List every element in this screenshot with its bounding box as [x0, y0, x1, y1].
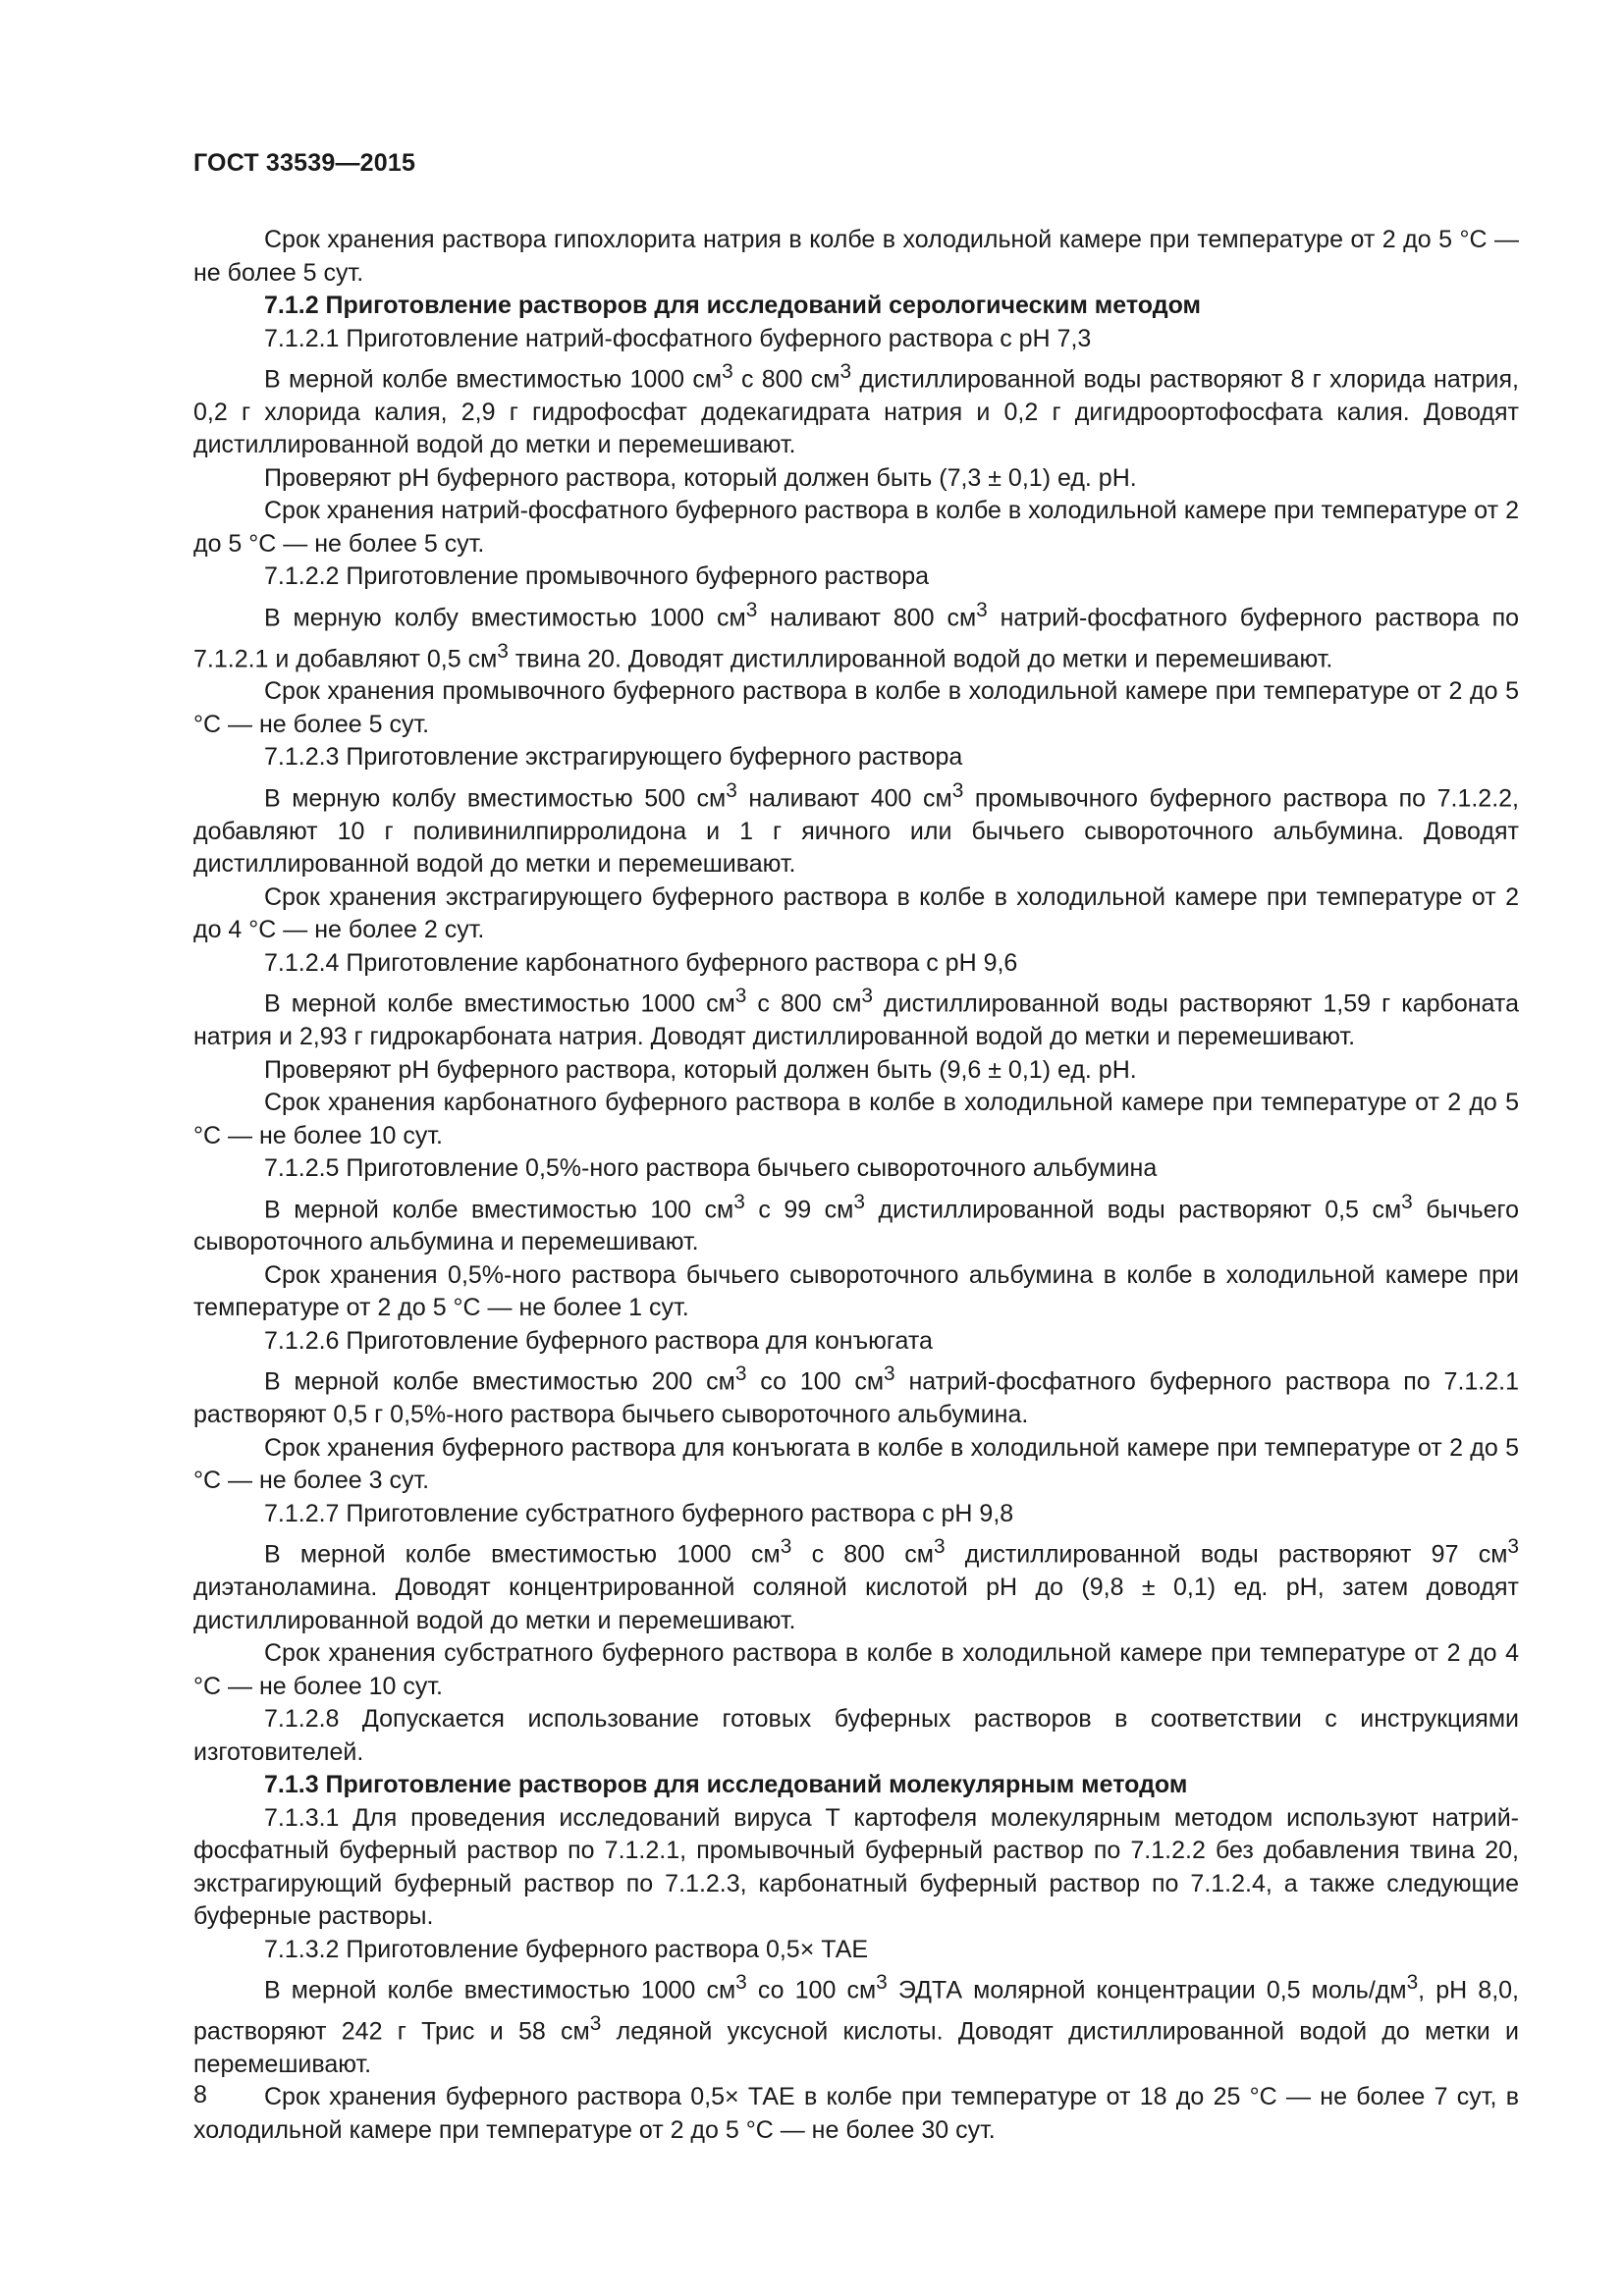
paragraph: 7.1.2.2 Приготовление промывочного буферного раствора — [264, 562, 930, 591]
paragraph: 7.1.2.4 Приготовление карбонатного буферного раствора с pH 9,6 — [264, 948, 1018, 977]
paragraph: 7.1.2.8 Допускается использование готовых буферных растворов в соответствии с инструкциями изготовителей. — [193, 1705, 1519, 1766]
paragraph: Срок хранения карбонатного буферного раствора в колбе в холодильной камере при температуре от 2 до 5 °С — не более 10 сут. — [193, 1089, 1519, 1149]
paragraph: 7.1.2.7 Приготовление субстратного буферного раствора с pH 9,8 — [264, 1499, 1014, 1527]
superscript: 3 — [497, 639, 509, 663]
paragraph: Срок хранения промывочного буферного раствора в колбе в холодильной камере при температуре от 2 до 5 °С — не более 5 сут. — [193, 677, 1519, 738]
superscript: 3 — [734, 1362, 747, 1386]
superscript: 3 — [839, 360, 852, 383]
paragraph: 7.1.2.5 Приготовление 0,5%-ного раствора бычьего сывороточного альбумина — [264, 1154, 1158, 1183]
superscript: 3 — [735, 1971, 747, 1995]
paragraph: Проверяют pH буферного раствора, который должен быть (7,3 ± 0,1) ед. pH. — [264, 463, 1137, 492]
paragraph: Срок хранения буферного раствора 0,5× ТАЕ в колбе при температуре от 18 до 25 °С — не более 7 сут, в холодильной камере при температуре от 2 до 5 °С — не более 30 сут. — [193, 2083, 1519, 2144]
paragraph: В мерной колбе вместимостью 1000 $см^3$ с 800 $см^3$ дистиллированной воды растворяют 97 $см^3$ диэтаноламина. Доводят концентрированной соляной кислотой pH до (9,8 ± 0,1) ед. pH, затем доводят дистиллированной водой до метки и перемешивают. — [193, 1535, 1519, 1634]
section-heading: 7.1.2 Приготовление растворов для исследований серологическим методом — [264, 292, 1202, 319]
superscript: 3 — [933, 1535, 946, 1559]
paragraph: 7.1.3.2 Приготовление буферного раствора 0,5× ТАЕ — [264, 1935, 869, 1963]
superscript: 3 — [733, 1190, 745, 1213]
paragraph: В мерной колбе вместимостью 1000 $см^3$ с 800 $см^3$ дистиллированной воды растворяют 1,59 г карбоната натрия и 2,93 г гидрокарбоната натрия. Доводят дистиллированной водой до метки и перемешивают. — [193, 985, 1519, 1051]
paragraph: 7.1.2.6 Приготовление буферного раствора для конъюгата — [264, 1326, 933, 1355]
superscript: 3 — [745, 598, 758, 621]
section-heading: 7.1.3 Приготовление растворов для исследований молекулярным методом — [264, 1771, 1188, 1799]
superscript: 3 — [780, 1535, 792, 1559]
paragraph: 7.1.2.3 Приготовление экстрагирующего буферного раствора — [264, 743, 963, 772]
superscript: 3 — [589, 2011, 602, 2035]
page-number: 8 — [193, 2081, 207, 2109]
superscript: 3 — [876, 1971, 888, 1995]
paragraph: 7.1.2.1 Приготовление натрий-фосфатного буферного раствора с pH 7,3 — [264, 324, 1092, 352]
paragraph: Срок хранения субстратного буферного раствора в колбе в холодильной камере при температуре от 2 до 4 °С — не более 10 сут. — [193, 1639, 1519, 1700]
paragraph: Срок хранения 0,5%-ного раствора бычьего сывороточного альбумина в колбе в холодильной камере при температуре от 2 до 5 °С — не более 1 сут. — [193, 1260, 1519, 1322]
paragraph: В мерной колбе вместимостью 100 $см^3$ с 99 $см^3$ дистиллированной воды растворяют 0,5 $см^3$ бычьего сывороточного альбумина и перемешивают. — [193, 1190, 1519, 1256]
superscript: 3 — [976, 598, 988, 621]
paragraph: Срок хранения экстрагирующего буферного раствора в колбе в холодильной камере при температуре от 2 до 4 °С — не более 2 сут. — [193, 882, 1519, 944]
document-body — [193, 224, 1519, 2147]
superscript: 3 — [861, 985, 874, 1008]
paragraph: В мерной колбе вместимостью 1000 $см^3$ со 100 $см^3$ ЭДТА молярной концентрации 0,5 моль/$дм^3$, pH 8,0, растворяют 242 г Трис и 58 $см^3$ ледяной уксусной кислоты. Доводят дистиллированной водой до метки и перемешивают. — [193, 1971, 1519, 2078]
paragraph: 7.1.3.1 Для проведения исследований вируса Т картофеля молекулярным методом используют натрий-фосфатный буферный раствор по 7.1.2.1, промывочный буферный раствор по 7.1.2.2 без добавления твина 20, экстрагирующий буферный раствор по 7.1.2.3, карбонатный буферный раствор по 7.1.2.4, а также следующие буферные растворы. — [193, 1803, 1519, 1931]
document-header: ГОСТ 33539—2015 — [193, 149, 416, 177]
superscript: 3 — [884, 1362, 895, 1386]
paragraph: Срок хранения буферного раствора для конъюгата в колбе в холодильной камере при температуре от 2 до 5 °С — не более 3 сут. — [193, 1433, 1519, 1495]
paragraph: Срок хранения натрий-фосфатного буферного раствора в колбе в холодильной камере при температуре от 2 до 5 °С — не более 5 сут. — [193, 497, 1519, 558]
paragraph: Проверяют pH буферного раствора, который должен быть (9,6 ± 0,1) ед. pH. — [264, 1055, 1137, 1084]
superscript: 3 — [722, 360, 733, 383]
superscript: 3 — [1507, 1535, 1519, 1559]
superscript: 3 — [853, 1190, 865, 1213]
superscript: 3 — [1401, 1190, 1413, 1213]
superscript: 3 — [1406, 1971, 1419, 1995]
superscript: 3 — [726, 778, 737, 802]
paragraph: В мерной колбе вместимостью 200 $см^3$ со 100 $см^3$ натрий-фосфатного буферного раствора по 7.1.2.1 растворяют 0,5 г 0,5%-ного раствора бычьего сывороточного альбумина. — [193, 1362, 1520, 1429]
paragraph: Срок хранения раствора гипохлорита натрия в колбе в холодильной камере при температуре от 2 до 5 °С — не более 5 сут. — [193, 226, 1519, 287]
paragraph: В мерную колбу вместимостью 1000 $см^3$ наливают 800 $см^3$ натрий-фосфатного буферного раствора по 7.1.2.1 и добавляют 0,5 $см^3$ твина 20. Доводят дистиллированной водой до метки и перемешивают. — [193, 598, 1520, 672]
paragraph: В мерной колбе вместимостью 1000 $см^3$ с 800 $см^3$ дистиллированной воды растворяют 8 г хлорида натрия, 0,2 г хлорида калия, 2,9 г гидрофосфат додекагидрата натрия и 0,2 г дигидроортофосфата калия. Доводят дистиллированной водой до метки и перемешивают. — [193, 360, 1519, 459]
superscript: 3 — [734, 985, 747, 1008]
paragraph: В мерную колбу вместимостью 500 $см^3$ наливают 400 $см^3$ промывочного буферного раствора по 7.1.2.2, добавляют 10 г поливинилпирролидона и 1 г яичного или бычьего сывороточного альбумина. Доводят дистиллированной водой до метки и перемешивают. — [193, 778, 1520, 879]
superscript: 3 — [951, 778, 964, 802]
